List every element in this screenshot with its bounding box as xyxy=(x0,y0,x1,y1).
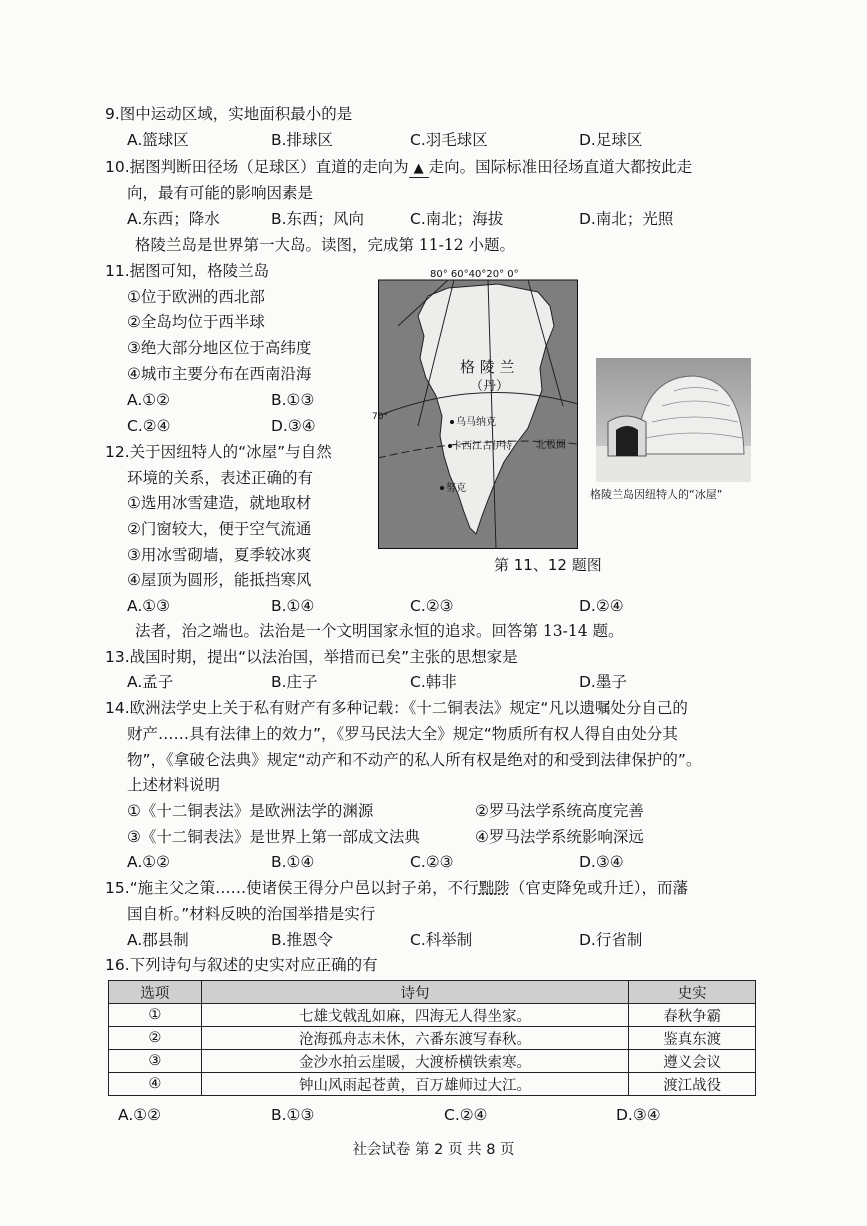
q14-item-2: ②罗马法学系统高度完善 xyxy=(475,802,644,820)
q13-option-d: D.墨子 xyxy=(579,673,627,691)
poem-history-table xyxy=(108,980,756,1096)
table-cell-event: 春秋争霸 xyxy=(629,1004,756,1027)
photo-caption: 格陵兰岛因纽特人的“冰屋” xyxy=(590,488,723,501)
q11-option-d: D.③④ xyxy=(271,417,316,435)
answer-blank: ▲ xyxy=(409,161,429,178)
table-cell-poem: 金沙水拍云崖暖，大渡桥横铁索寒。 xyxy=(201,1050,629,1073)
q10-stem-a: 10.据图判断田径场（足球区）直道的走向为 xyxy=(105,158,409,176)
q11-option-b: B.①③ xyxy=(271,391,315,409)
table-cell-option: ② xyxy=(109,1027,202,1050)
table-header-row xyxy=(109,981,756,1004)
q9-option-d: D.足球区 xyxy=(579,131,643,149)
q10-option-b: B.东西；风向 xyxy=(271,210,365,228)
q11-item-4: ④城市主要分布在西南沿海 xyxy=(127,365,312,383)
q15-stem-line2: 国自析。”材料反映的治国举措是实行 xyxy=(127,905,376,923)
q9-option-c: C.羽毛球区 xyxy=(410,131,488,149)
q11-item-3: ③绝大部分地区位于高纬度 xyxy=(127,339,312,357)
q15-option-d: D.行省制 xyxy=(579,931,643,949)
q14-stem-line4: 上述材料说明 xyxy=(127,776,221,794)
q16-option-c: C.②④ xyxy=(444,1106,488,1124)
table-cell-option: ① xyxy=(109,1004,202,1027)
q13-stem: 13.战国时期，提出“以法治国，举措而已矣”主张的思想家是 xyxy=(105,648,518,666)
q12-stem-line1: 12.关于因纽特人的“冰屋”与自然 xyxy=(105,443,332,461)
map-city-qasigiannguit: 卡西江古伊特 xyxy=(452,441,512,452)
table-header-poem: 诗句 xyxy=(201,981,629,1004)
q15-emphasized-term: 黜陟 xyxy=(478,879,510,897)
q14-stem-line2: 财产……具有法律上的效力”，《罗马民法大全》规定“物质所有权人得自由处分其 xyxy=(127,725,678,743)
q16-stem: 16.下列诗句与叙述的史实对应正确的有 xyxy=(105,956,378,974)
table-row xyxy=(109,1004,756,1027)
map-latitude-label: 70° xyxy=(372,412,388,422)
q16-option-d: D.③④ xyxy=(616,1106,661,1124)
map-city-dot xyxy=(450,420,454,424)
q16-option-b: B.①③ xyxy=(271,1106,315,1124)
q12-option-a: A.①③ xyxy=(127,597,171,615)
intro-11-12: 格陵兰岛是世界第一大岛。读图，完成第 11-12 小题。 xyxy=(135,236,516,254)
q13-option-a: A.孟子 xyxy=(127,673,174,691)
map-city-nuuk: 努克 xyxy=(446,483,466,494)
table-cell-event: 遵义会议 xyxy=(629,1050,756,1073)
q11-stem: 11.据图可知，格陵兰岛 xyxy=(105,262,270,280)
table-cell-poem: 钟山风雨起苍黄，百万雄师过大江。 xyxy=(201,1073,629,1096)
table-header-option: 选项 xyxy=(109,981,202,1004)
q13-option-c: C.韩非 xyxy=(410,673,457,691)
q10-option-c: C.南北；海拔 xyxy=(410,210,504,228)
map-city-umanak: 乌马纳克 xyxy=(456,417,496,428)
q12-option-c: C.②③ xyxy=(410,597,454,615)
map-country-owner: （丹） xyxy=(470,379,510,394)
map-arctic-circle-label: 北极圈 xyxy=(536,440,566,451)
q12-item-4: ④屋顶为圆形，能抵挡寒风 xyxy=(127,571,312,589)
q12-stem-line2: 环境的关系，表述正确的有 xyxy=(127,469,314,487)
intro-13-14: 法者，治之端也。法治是一个文明国家永恒的追求。回答第 13-14 题。 xyxy=(135,622,624,640)
q10-option-d: D.南北；光照 xyxy=(579,210,674,228)
q14-stem-line3: 物”，《拿破仑法典》规定“动产和不动产的私人所有权是绝对的和受到法律保护的”。 xyxy=(127,751,702,769)
q15-option-a: A.郡县制 xyxy=(127,931,189,949)
q9-option-a: A.篮球区 xyxy=(127,131,189,149)
q11-option-a: A.①② xyxy=(127,391,171,409)
table-row xyxy=(109,1050,756,1073)
map-country-name: 格 陵 兰 xyxy=(460,358,515,376)
q14-option-b: B.①④ xyxy=(271,853,315,871)
table-row xyxy=(109,1027,756,1050)
q10-stem-line1 xyxy=(105,155,692,179)
q15-stem-line1 xyxy=(105,876,688,900)
q12-option-b: B.①④ xyxy=(271,597,315,615)
q15-stem-b: （官吏降免或升迁），而藩 xyxy=(509,879,688,897)
q12-option-d: D.②④ xyxy=(579,597,624,615)
q14-item-3: ③《十二铜表法》是世界上第一部成文法典 xyxy=(127,828,420,846)
table-cell-poem: 沧海孤舟志未休，六番东渡写春秋。 xyxy=(201,1027,629,1050)
table-cell-event: 渡江战役 xyxy=(629,1073,756,1096)
q11-item-1: ①位于欧洲的西北部 xyxy=(127,288,265,306)
figure-caption: 第 11、12 题图 xyxy=(494,556,602,574)
q9-option-b: B.排球区 xyxy=(271,131,334,149)
q14-item-4: ④罗马法学系统影响深远 xyxy=(475,828,644,846)
q10-stem-b: 走向。国际标准田径场直道大都按此走 xyxy=(428,158,693,176)
q12-item-1: ①选用冰雪建造，就地取材 xyxy=(127,494,312,512)
q15-option-c: C.科举制 xyxy=(410,931,473,949)
table-row xyxy=(109,1073,756,1096)
igloo-photo xyxy=(596,358,751,482)
q9-stem: 9.图中运动区域，实地面积最小的是 xyxy=(105,105,353,123)
q10-stem-line2: 向，最有可能的影响因素是 xyxy=(127,184,314,202)
q14-option-d: D.③④ xyxy=(579,853,624,871)
q14-option-c: C.②③ xyxy=(410,853,454,871)
q15-stem-a: 15.“施主父之策……使诸侯王得分户邑以封子弟，不行 xyxy=(105,879,479,897)
q12-item-3: ③用冰雪砌墙，夏季较冰爽 xyxy=(127,546,312,564)
q14-item-1: ①《十二铜表法》是欧洲法学的渊源 xyxy=(127,802,374,820)
map-city-dot xyxy=(440,486,444,490)
table-cell-poem: 七雄戈戟乱如麻，四海无人得坐家。 xyxy=(201,1004,629,1027)
q11-item-2: ②全岛均位于西半球 xyxy=(127,313,265,331)
q10-option-a: A.东西；降水 xyxy=(127,210,220,228)
page-footer: 社会试卷 第 2 页 共 8 页 xyxy=(352,1142,515,1158)
table-cell-option: ④ xyxy=(109,1073,202,1096)
q14-stem-line1: 14.欧洲法学史上关于私有财产有多种记载：《十二铜表法》规定“凡以遗嘱处分自己的 xyxy=(105,699,688,717)
table-header-event: 史实 xyxy=(629,981,756,1004)
table-cell-event: 鉴真东渡 xyxy=(629,1027,756,1050)
q13-option-b: B.庄子 xyxy=(271,673,318,691)
table-cell-option: ③ xyxy=(109,1050,202,1073)
q15-option-b: B.推恩令 xyxy=(271,931,334,949)
map-longitude-labels: 80° 60°40°20° 0° xyxy=(430,269,519,280)
greenland-map xyxy=(372,266,578,549)
q11-option-c: C.②④ xyxy=(127,417,171,435)
q14-option-a: A.①② xyxy=(127,853,171,871)
q16-option-a: A.①② xyxy=(118,1106,162,1124)
q12-item-2: ②门窗较大，便于空气流通 xyxy=(127,520,312,538)
